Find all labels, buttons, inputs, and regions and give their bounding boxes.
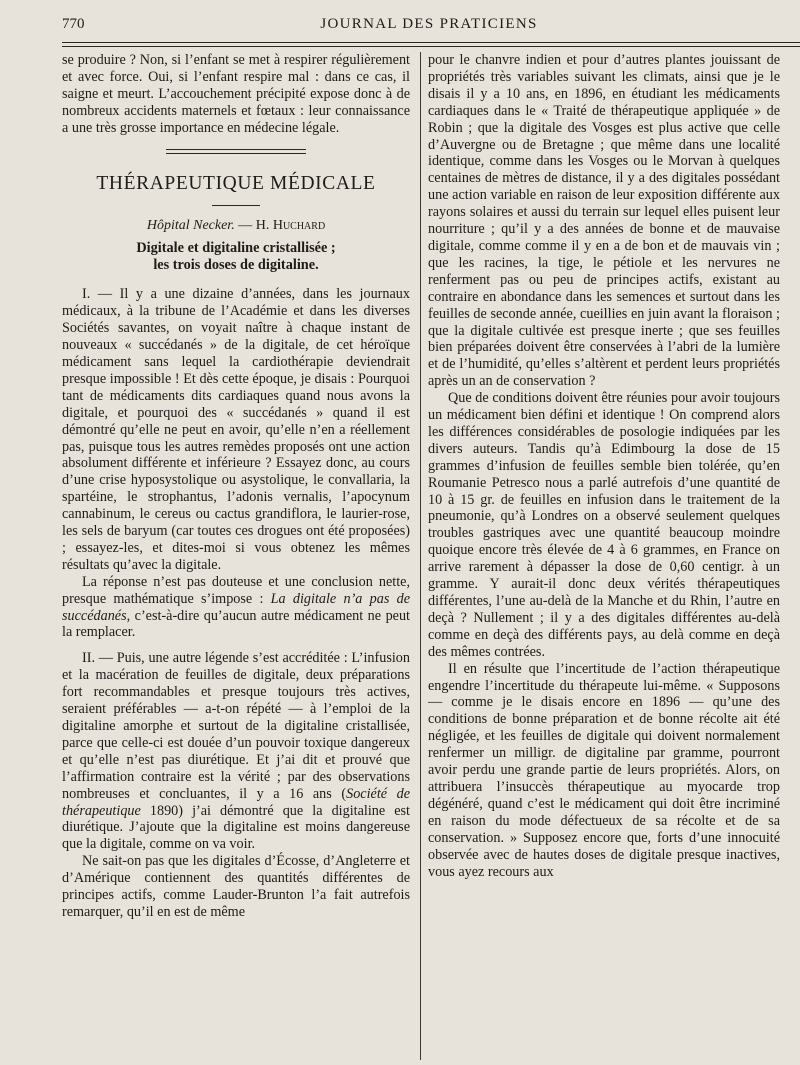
running-header: [58, 12, 800, 38]
page-number: 770: [62, 16, 85, 32]
intro-paragraph: se produire ? Non, si l’enfant se met à respirer régulièrement et avec force. Oui, si l’enfant respire mal : dans ce cas, il saigne et meurt. L’accouchement précipité expose donc à de nombreux accidents maternels et fœtaux : leur connaissance a une très grosse importance en médecine légale.: [62, 52, 410, 136]
article-subtitle: [62, 240, 410, 274]
paragraph-2-emphasis: La digitale n’a pas de succédanés: [62, 590, 410, 624]
paragraph-1: I. — Il y a une dizaine d’années, dans les journaux médicaux, à la tribune de l’Académie et dans les diverses Sociétés savantes, on voyait naître à chaque instant de nouveaux « succédanés » de la digitale, de cet héroïque médicament sans lequel la cardiothérapie deviendrait presque impossible ! Et dès cette époque, je disais : Pourquoi tant de médicaments dits cardiaques quand nous avons la digitale, et pourquoi des « succédanés » quand il est démontré qu’elle ne peut en avoir, qu’elle n’en a réellement pas, puisque tous les autres remèdes proposés ont une action absolument différente et inférieure ? Essayez donc, au cours d’une crise hyposystolique ou asystolique, le convallaria, la spartéine, le strophantus, l’adonis vernalis, l’apocynum cannabinum, le cereus ou cactus grandiflora, le laurier-rose, les sels de baryum (car toutes ces drogues ont été proposées) ; essayez-les, et dites-moi si vous obtenez les mêmes résultats qu’avec la digitale.: [62, 286, 410, 573]
paragraph-2: [62, 574, 410, 642]
subtitle-line-1: Digitale et digitaline cristallisée ;: [136, 240, 336, 257]
paragraph-gap: [62, 641, 410, 650]
subtitle-line-2: les trois doses de digitaline.: [153, 257, 319, 274]
right-paragraph-3: Il en résulte que l’incertitude de l’action thérapeutique engendre l’incertitude du thérapeute lui-même. « Supposons — comme je le disais encore en 1896 — qu’une des conditions de bonne préparation et de bonne récolte ait été négligée, et les feuilles de digitale qui doivent normalement renfermer un milligr. de digitaline par gramme, pourront avoir perdu une grande partie de leurs propriétés. Alors, on attribuera l’insuccès thérapeutique au myocarde trop dégénéré, quand c’est le médicament qui doit être incriminé en raison du mode défectueux de sa récolte et de sa conservation. » Supposez encore que, forts d’une innocuité observée avec de hautes doses de digitale presque inactives, vous ayez recours aux: [428, 660, 780, 880]
paragraph-3: [62, 650, 410, 853]
right-column: [428, 52, 780, 880]
paragraph-3-end: 1890) j’ai démontré que la digitaline est diurétique. J’ajoute que la digitaline est moins dangereuse que la digitale, comme on va voir.: [62, 802, 410, 853]
paragraph-2-end: , c’est-à-dire qu’aucun autre médicament ne peut la remplacer.: [62, 607, 410, 641]
journal-title: JOURNAL DES PRATICIENS: [320, 16, 538, 32]
left-column: [62, 52, 410, 921]
right-paragraph-2: Que de conditions doivent être réunies pour avoir toujours un médicament bien défini et identique ! On comprend alors les différences considérables de posologie indiquées par les divers auteurs. Tandis qu’à Edimbourg la dose de 15 grammes d’infusion de feuilles semble bien tolérée, qu’en Roumanie Petresco nous a parlé autrefois d’une quantité de 10 à 15 gr. de feuilles en infusion dans le traitement de la pneumonie, qu’à Londres on a observé seulement quelques troubles gastriques avec une quantité beaucoup moindre quoique encore très élevée de 4 à 6 grammes, en France on arrive rarement à dépasser la dose de 0,60 centigr. à un gramme. Y aurait-il donc deux vérités thérapeutiques différentes, l’une au-delà de la Manche et du Rhin, l’autre en deçà ? Nullement ; il y a des digitales différentes au-delà comme en deçà des différents pays, au delà comme en deçà des mêmes contrées.: [428, 390, 780, 660]
header-rule-bottom: [62, 46, 800, 47]
header-rule-top: [62, 42, 800, 43]
paragraph-4: Ne sait-on pas que les digitales d’Écosse, d’Angleterre et d’Amérique contiennent des quantités différentes de principes actifs, comme Lauder-Brunton l’a fait autrefois remarquer, qu’il en est de même: [62, 853, 410, 920]
section-title: THÉRAPEUTIQUE MÉDICALE: [96, 172, 376, 194]
column-separator: [420, 52, 421, 1060]
article-byline: [62, 218, 410, 235]
right-paragraph-1: pour le chanvre indien et pour d’autres plantes jouissant de propriétés très variables suivant les climats, ainsi que je le disais il y a 10 ans, en 1896, en étudiant les médicaments cardiaques dans le « Traité de thérapeutique appliquée » de Robin ; que la digitale des Vosges est plus active que celle d’Auvergne ou de Bretagne ; que même dans une localité identique, comme dans les Vosges ou le Morvan à quelques centaines de mètres de distance, il y a des digitales possédant une action variable en raison de leur exposition différente aux rayons solaires et aussi du terrain sur lequel elles puisent leur nourriture ; qu’il y a des années de bonne et de mauvaise digitale, comme comme il y en a de bon et de mauvais vin ; que les racines, la tige, le pétiole et les nervures ne renferment pas ou peu de principes actifs, existant au contraire en abondance dans les semences et surtout dans les feuilles de seconde année, cueillies en juin avant la floraison ; que la digitale cultivée est presque inerte ; que ses feuilles bien préparées doivent être conservées à l’abri de la lumière et de l’humidité, qu’elles s’altèrent et perdent leurs propriétés après un an de conservation ?: [428, 52, 780, 390]
byline-author: Huchard: [272, 218, 326, 234]
section-divider: [166, 149, 306, 154]
paragraph-3-text: II. — Puis, une autre légende s’est accréditée : L’infusion et la macération de feuilles de digitale, deux préparations fort recommandables et presque toujours très actives, seraient préférables — a-t-on répété — à l’emploi de la digitaline amorphe et surtout de la digitaline cristallisée, parce que celle-ci est douée d’un pouvoir toxique dangereux et qu’elle n’est pas diurétique. Et j’ai dit et prouvé que l’affirmation contraire est la vérité ; par des observations nombreuses et concluantes, il y a 16 ans (: [62, 650, 410, 802]
byline-dash: — H.: [234, 218, 273, 234]
title-underline: [212, 205, 260, 206]
byline-place: Hôpital Necker.: [146, 218, 235, 234]
paragraph-2-text: La réponse n’est pas douteuse et une conclusion nette, presque mathématique s’impose :: [62, 573, 410, 607]
paragraph-3-emphasis: Société de thérapeutique: [62, 785, 411, 819]
